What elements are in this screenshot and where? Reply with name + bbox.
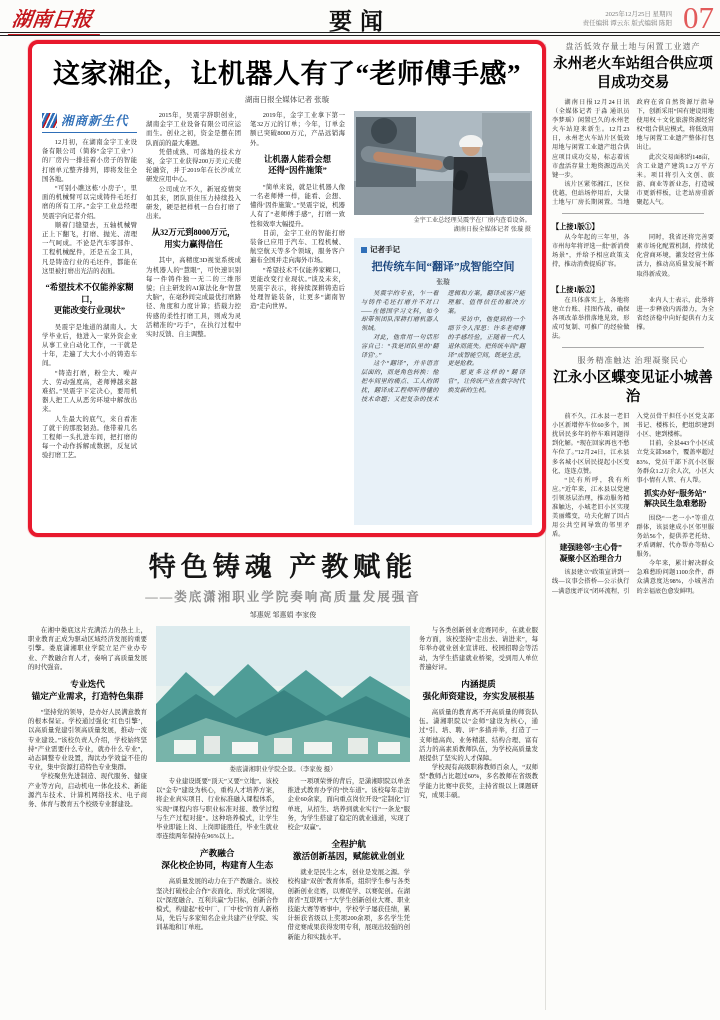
feature-col1-text-a: 在湘中娄底这片充满活力的热土上，职业教育正成为驱动区域经济发展的重要引擎。娄底潇湘职业学院立足产业办专业、产教融合育人才，奏响了高质量发展的时代强音。 xyxy=(28,627,147,671)
feature-column-4 xyxy=(419,626,538,1013)
feature-story xyxy=(28,545,538,1013)
reporter-notes-author: 张璇 xyxy=(436,279,450,286)
column-brand xyxy=(42,111,137,133)
lead-photo-and-notes xyxy=(354,111,532,525)
square-bullet-icon xyxy=(361,247,367,253)
lead-headline: 这家湘企，让机器人有了“老师傅手感” xyxy=(53,59,521,89)
rail-bottom-story xyxy=(552,354,714,1014)
lead-columns xyxy=(42,111,532,525)
feature-middle-block xyxy=(156,626,410,1013)
feature-subhead-3: 全程护航 激活创新基因，赋能就业创业 xyxy=(292,839,405,862)
lead-subhead-3: 让机器人能看会想 还得“因件施策” xyxy=(264,154,331,176)
rail-bottom-body xyxy=(552,412,714,596)
lead-byline: 湖南日报全媒体记者 张璇 xyxy=(244,95,330,104)
feature-title: 特色铸魂 产教赋能 xyxy=(148,552,418,582)
feature-column-3 xyxy=(288,777,411,1013)
feature-col4-text-a: 与各类创新创业竞赛同步，在就业服务方面，该校坚持“走出去、请进来”，每年举办就业创业宣讲班、校园招聘会等活动，为学生搭建就业桥梁，受到用人单位普遍好评。 xyxy=(419,627,538,671)
rail-bottom-paras-3: 围绕“一老一小”等重点群体，该县建成小区邻里服务站56个，提供养老托幼、矛盾调解、代办帮办等贴心服务。 今年来，累计解决群众急难愁盼问题1100余件，群众满意度达98%，小城善治的幸福底色愈发鲜明。 xyxy=(636,514,714,595)
rail-top-headline: 永州老火车站组合供应项目成功交易 xyxy=(553,56,713,91)
lead-subhead-2: 从32万元到8000万元， 用实力赢得信任 xyxy=(151,228,236,249)
feature-col2-text-a: 专业建设既要“顶天”又要“立地”。该校以“金专”建设为核心，重构人才培养方案，将企业真实项目、行业标准融入课程体系，实现“课程内容与职业标准对接、教学过程与生产过程对接”。这种培养模式，让学生毕业即能上岗、上岗即能胜任，毕业生就业率连续两年保持在96%以上。 xyxy=(156,778,279,841)
issue-editors: 责任编辑 谭云东 版式编辑 陈阳 xyxy=(582,20,672,27)
brand-logo-icon xyxy=(42,113,57,128)
issue-info xyxy=(583,10,672,28)
reporter-notes-tag: 记者手记 xyxy=(361,244,525,255)
feature-col1-text-b: “坚持党的领导，是办好人民满意教育的根本保证。学校通过强化‘红色引擎’，以高质量党建引领高质量发展，推动一流专业建设。”该校负责人介绍，学校始终坚持“产业需要什么专业，就办什么专业”，动态调整专业设置，淘汰办学效益不佳的专业，集中资源打造特色专业集群。 学校聚焦先进制造、现代服务、健康产业等方向，启动机电一体化技术、新能源汽车技术、计算机网络技术、电子商务、体育与教育五个校级专业群建设。 xyxy=(28,709,147,809)
reporter-notes-box xyxy=(354,238,532,525)
jump1-label: 【上接1版①】 xyxy=(552,223,599,232)
rail-bottom-subhead-2: 抓实办好“服务站” 解决民生急难愁盼 xyxy=(644,488,707,509)
lead-col1-text-a: 12月初，在湖南金宇工业设备有限公司（简称“金宇工业”）的厂房内一排挂着小房子的智能打磨单元整齐排列，即将发往全国各地。 “可别小瞧这栋‘小房子’，里面的机械臂可以完成铸件毛坯打磨的所有工序。”金宇工业总经理吴震宇向记者介绍。 顺着门缝望去，五轴机械臂正上下翻飞，打磨、抛光、清理一气呵成。不论是汽车零部件、工程机械配件，还是五金工具，凡是铸造行业的毛坯件，都能在这里被打磨出光洁的表面。 xyxy=(42,139,137,275)
campus-photo-caption: 娄底潇湘职业学院全景。（李家俊 摄） xyxy=(229,766,337,773)
rail-top-story xyxy=(552,40,714,207)
rail-bottom-subhead-1: 建强睦邻“主心骨” 凝聚小区治理合力 xyxy=(559,543,622,563)
feature-col4-text-b: 高质量的教育离不开高质量的师资队伍。潇湘职院以“金师”建设为核心，通过“引、培、聘、评”多措并举，打造了一支师德高尚、业务精湛、结构合理、富有活力的高素质教师队伍，为学校高质量发展提供了坚实的人才保障。 学校现有高级职称教师百余人，“双师型”教师占比超过60%，多名教师在省级教学能力比赛中获奖，主持省级以上课题研究，成果丰硕。 xyxy=(419,709,538,799)
lead-subhead-1: “希望技术不仅能养家糊口， 更能改变行业现状” xyxy=(45,283,134,316)
feature-subhead-2: 产教融合 深化校企协同，构建育人生态 xyxy=(161,848,274,871)
feature-subhead-1: 专业迭代 锚定产业需求，打造特色集群 xyxy=(31,679,144,702)
jump2-body: 在具体落实上，各地将建立台账、挂图作战，确保各项改革举措落地见效，形成可复制、可推广的经验做法。 业内人士表示，此举将进一步释放内需潜力，为全省经济稳中向好提供有力支撑。 xyxy=(552,296,714,340)
jump2-label: 【上接1版②】 xyxy=(552,285,599,294)
lead-column-3 xyxy=(250,111,345,525)
right-rail xyxy=(552,40,714,1014)
feature-column-2 xyxy=(156,777,279,1013)
jump1-body: 从今年起的三年里，各市州每年将评选一批“新消费场景”，并给予相应政策支持，推动消费提质扩容。 同时，我省还将完善要素市场化配置机制，持续优化营商环境，激发经营主体活力，推动高质量发展不断取得新成效。 xyxy=(552,234,714,278)
section-title: 要闻 xyxy=(329,9,391,34)
masthead-rule xyxy=(0,32,720,36)
paper-logo: 湖南日报 xyxy=(8,3,105,36)
reporter-notes-body: 吴震宇的专业，乍一看与铸件毛坯打磨并不对口——在德国学习文科，如今却带领团队深耕打磨机器人领域。 对此，他常用一句话形容自己：“我是团队里的‘翻译官’。” 这个“翻译”，并非语言层面的，而是角色转换：他把车间里的痛点、工人的困扰，翻译成工程师听得懂的技术命题；又把复杂的技术逻辑和方案，翻译成客户能理解、值得信任的解决方案。 采访中，他提到的一个细节令人深思：许多老师傅的手感经验，正随着一代人退休而流失。把传统车间“翻译”成智能空间，既是生意，更是抢救。 愿更多这样的“翻译官”，让传统产业在数字时代焕发新的生机。 xyxy=(361,291,525,403)
rail-top-body: 湖南日报12月24日讯（全媒体记者 于淼 通讯员 李梦瑶）闲置已久的永州老火车站迎来新生。12月23日，永州老火车站片区低效用地与闲置工业遗产组合供应项目成功交易，标志着该市盘活存量土地资源迈出关键一步。 该片区紧邻湘江，区位优越，但站场停用后，大量土地与厂房长期闲置。当地政府在省自然资源厅指导下，创新采用“国有建设用地使用权＋文化旅游资源经营权”组合供应模式，将低效用地与闲置工业遗产整体打包出让。 此次交易面积约148亩，含工业遗产建筑1.2万平方米。项目将引入文创、旅游、商业等新业态，打造城市更新样板，让老站房重新聚起人气。 xyxy=(552,99,714,207)
brand-label: 湘商新生代 xyxy=(61,114,129,128)
lead-story-highlight-box xyxy=(28,40,546,537)
jump-section-2 xyxy=(552,283,714,341)
rail-top-kicker: 盘活低效存量土地与闲置工业遗产 xyxy=(565,42,701,51)
rail-divider-1 xyxy=(562,213,704,214)
factory-photo-caption: 金宇工业总经理吴震宇在厂房内查看设备。 湖南日报全媒体记者 张璇 摄 xyxy=(413,217,531,233)
rail-bottom-kicker: 服务精准触达 治理凝聚民心 xyxy=(577,356,689,366)
campus-photo-art xyxy=(156,626,410,762)
lead-col2-text-a: 2015年，吴震宇辞职创业，湖南金宇工业设备有限公司应运而生。创业之初，资金是摆在团队面前的最大难题。 凭借成熟、可落地的技术方案，金宇工业获得200万美元天使轮融资，并于2019年在长沙成立研发应用中心。 公司成立不久，新冠疫情突如其来，团队顶住压力持续投入研发，硬是把样机一台台打磨了出来。 xyxy=(146,112,241,221)
masthead xyxy=(0,0,720,34)
feature-col3-text-b: 就业是民生之本，创业是发展之源。学校构建“双创”教育体系，组织学生参与各类创新创业竞赛，以赛促学、以赛促创。在湖南省“互联网＋”大学生创新创业大赛、职业技能大赛等赛事中，学校学子屡获佳绩，累计斩获省级以上奖项200余项，多名学生凭借竞赛成果获得发明专利，展现出较强的创新能力和实践水平。 xyxy=(287,869,410,941)
lead-col3-text-b: “简单来说，就是让机器人像一名老师傅一样，能看、会想、懂得‘因件施策’。”吴震宇说，机器人有了“老师傅手感”，打磨一致性和效率大幅提升。 目前，金宇工业的智能打磨装备已应用于汽车、工程机械、航空航天等多个领域，服务客户遍布全国并走向海外市场。 “希望技术不仅能养家糊口，更能改变行业现状。”谈及未来，吴震宇表示，将持续深耕铸造后处理智能装备，让更多“湖南智造”走向世界。 xyxy=(250,183,345,311)
campus-photo xyxy=(156,626,410,762)
feature-col3-text-a: 一项项荣誉的背后，是潇湘职院以单垄推进式教育办学的“快车道”。该校每年走访企业60余家，面向重点岗位开设“定制化”订单班，从招生、培养到就业实行“一条龙”服务，为学生搭建了稳定的就业通道，实现了校企“双赢”。 xyxy=(287,778,410,832)
lead-column-1 xyxy=(42,111,137,525)
feature-col2-text-b: 高质量发展的动力在于产教融合。该校坚决打破校企合作“表面化、形式化”困境，以“深度融合、互利共赢”为目标，创新合作模式，构建起“校中厂、厂中校”的育人新格局，先后与多家知名企业共建产业学院、实训基地和订单班。 xyxy=(156,878,279,932)
issue-date: 2025年12月25日 星期四 xyxy=(605,11,672,18)
feature-subhead-4: 内涵提质 强化师资建设，夯实发展根基 xyxy=(422,679,535,702)
lead-col1-text-b: 吴震宇是地道的湖南人。大学毕业后，他进入一家外资企业从事工业自动化工作，一干就是十年，走遍了大大小小的铸造车间。 “铸造打磨，粉尘大、噪声大、劳动强度高，老师傅越来越难招。”吴震宇下定决心，要用机器人把工人从恶劣环境中解放出来。 人生最大的底气，来自看准了就干的那股韧劲。他带着几名工程师一头扎进车间，把打磨的每一个动作拆解成数据，反复试验打磨工艺。 xyxy=(42,323,137,460)
feature-byline: 邹惠妮 邹惠娟 李家俊 xyxy=(249,611,317,619)
feature-column-1 xyxy=(28,626,147,1013)
feature-middle-columns xyxy=(156,777,410,1013)
factory-photo-art xyxy=(354,111,532,215)
feature-columns xyxy=(28,626,538,1013)
lead-column-2 xyxy=(146,111,241,525)
rail-bottom-paras-2: 该县建立“政策宣讲到一线—议事会搭桥—公示执行—满意度评议”闭环流程，引入党员骨干担任小区党支部书记、楼栋长，把组织建到小区、建到楼栋。 目前，全县443个小区成立党支部368个，覆盖率超过83%，党员干部下沉小区服务群众1.2万余人次，小区大事小情有人管、有人帮。 xyxy=(552,413,714,595)
jump-section-1 xyxy=(552,220,714,278)
lead-col2-text-b: 其中，高精度3D视觉系统成为机器人的“慧眼”，可快速识别每一件铸件独一无二的三维形貌；自主研发的AI算法化身“智慧大脑”，在毫秒间完成最优打磨路径、角度和力度计算；搭载力控传感的柔性打磨工具，则成为灵活精准的“巧手”，在执行过程中实时反馈、自主调整。 xyxy=(146,257,241,339)
reporter-notes-title: 把传统车间“翻译”成智能空间 xyxy=(371,261,515,273)
rail-bottom-headline: 江永小区蝶变见证小城善治 xyxy=(553,370,713,406)
rail-bottom-paras-1: 前不久，江永县一老旧小区新增停车位60多个，困扰居民多年的停车难问题得到化解。“现在回家再也不愁车位了。”12月24日，江永县多名城小区居民提起小区变化，连连点赞。 “民有所呼，我有所应。”近年来，江永县以党建引领基层治理，推动服务精准触达，小城老旧小区实现美丽蝶变，功夫化解了因占用公共空间导致的邻里矛盾。 xyxy=(552,413,630,539)
lead-col3-text-a: 2019年，金宇工业拿下第一笔32万元的订单；今年，订单金额已突破8000万元，产品远销海外。 xyxy=(250,112,345,147)
rail-divider-2 xyxy=(562,347,704,348)
feature-subtitle: ——娄底潇湘职业学院奏响高质量发展强音 xyxy=(145,590,421,604)
factory-photo xyxy=(354,111,532,215)
page-number: 07 xyxy=(683,0,714,35)
